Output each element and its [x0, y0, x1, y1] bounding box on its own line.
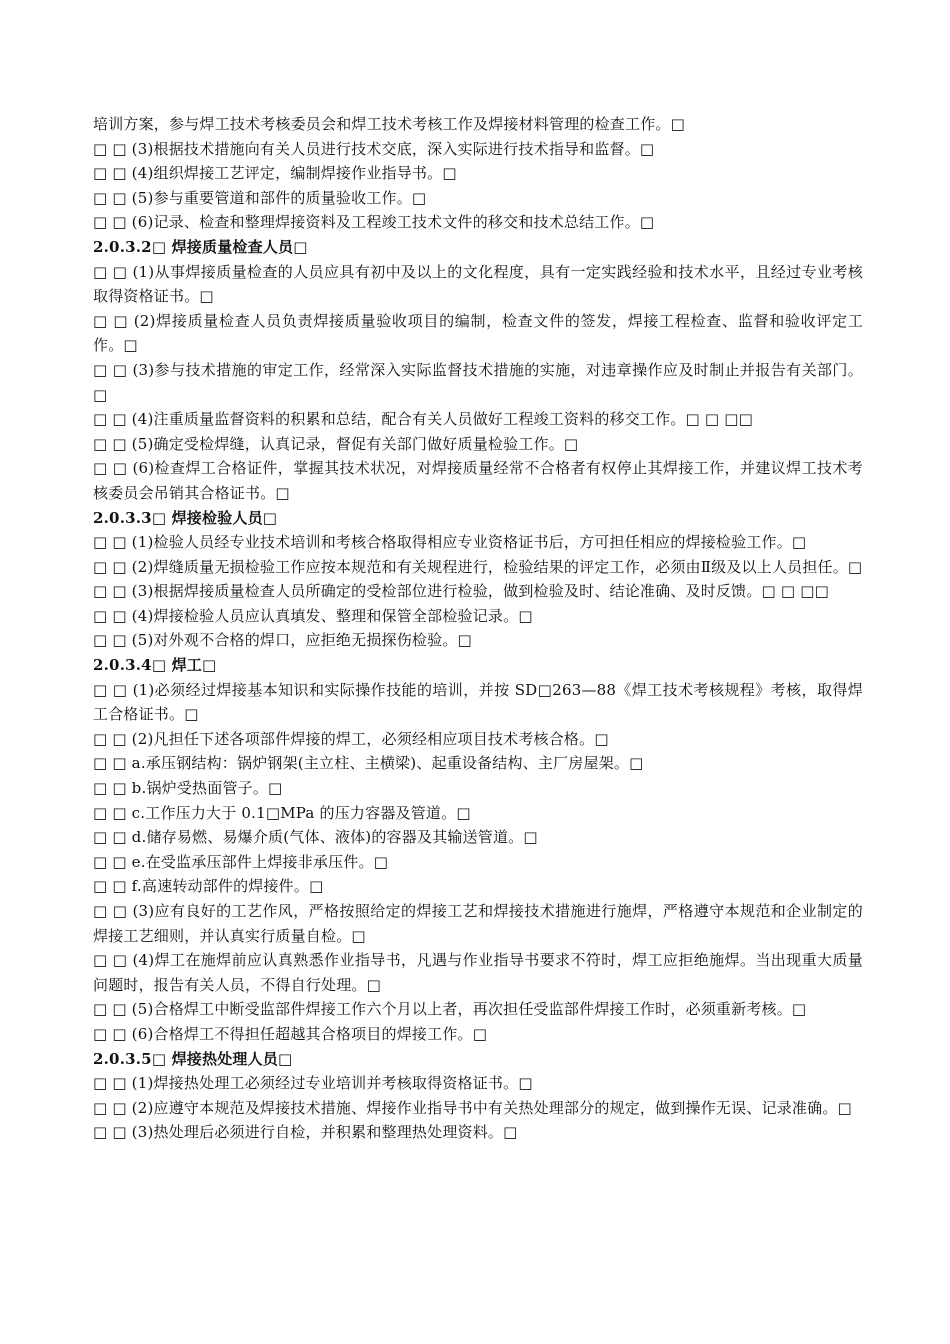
- section-heading: 2.0.3.3□ 焊接检验人员□: [93, 508, 278, 527]
- paragraph: □ □ c.工作压力大于 0.1□MPa 的压力容器及管道。□: [93, 803, 471, 822]
- paragraph: 培训方案，参与焊工技术考核委员会和焊工技术考核工作及焊接材料管理的检查工作。□: [93, 115, 685, 133]
- paragraph: □ □ (4)注重质量监督资料的积累和总结，配合有关人员做好工程竣工资料的移交工作。□ □ □□: [93, 410, 753, 429]
- paragraph: □ □ (4)焊工在施焊前应认真熟悉作业指导书，凡遇与作业指导书要求不符时，焊工应拒绝施焊。当出现重大质量问题时，报告有关人员，不得自行处理。□: [93, 951, 863, 994]
- paragraph: □ □ (4)焊接检验人员应认真填发、整理和保管全部检验记录。□: [93, 606, 533, 625]
- paragraph: □ □ (3)应有良好的工艺作风，严格按照给定的焊接工艺和焊接技术措施进行施焊，严格遵守本规范和企业制定的焊接工艺细则，并认真实行质量自检。□: [93, 902, 863, 945]
- paragraph: □ □ (3)热处理后必须进行自检，并积累和整理热处理资料。□: [93, 1123, 518, 1142]
- section-heading: 2.0.3.2□ 焊接质量检查人员□: [93, 237, 308, 256]
- paragraph: □ □ (3)根据技术措施向有关人员进行技术交底，深入实际进行技术指导和监督。□: [93, 139, 655, 158]
- paragraph: □ □ (1)检验人员经专业技术培训和考核合格取得相应专业资格证书后，方可担任相应的焊接检验工作。□: [93, 533, 807, 552]
- paragraph: □ □ e.在受监承压部件上焊接非承压件。□: [93, 852, 389, 871]
- paragraph: □ □ (2)应遵守本规范及焊接技术措施、焊接作业指导书中有关热处理部分的规定，做到操作无误、记录准确。□: [93, 1098, 852, 1117]
- paragraph: □ □ (1)从事焊接质量检查的人员应具有初中及以上的文化程度，具有一定实践经验和技术水平，且经过专业考核取得资格证书。□: [93, 262, 863, 306]
- paragraph: □ □ a.承压钢结构：锅炉钢架(主立柱、主横梁)、起重设备结构、主厂房屋架。□: [93, 754, 644, 773]
- paragraph: □ □ (2)凡担任下述各项部件焊接的焊工，必须经相应项目技术考核合格。□: [93, 729, 609, 748]
- paragraph: □ □ (3)根据焊接质量检查人员所确定的受检部位进行检验，做到检验及时、结论准确、及时反馈。□ □ □□: [93, 582, 829, 601]
- paragraph: □ □ d.储存易燃、易爆介质(气体、液体)的容器及其输送管道。□: [93, 828, 538, 847]
- paragraph: □ □ (4)组织焊接工艺评定，编制焊接作业指导书。□: [93, 164, 457, 183]
- paragraph: □ □ f.高速转动部件的焊接件。□: [93, 877, 324, 896]
- paragraph: □ □ (1)必须经过焊接基本知识和实际操作技能的培训，并按 SD□263—88《焊工技术考核规程》考核，取得焊工合格证书。□: [93, 680, 863, 724]
- paragraph: □ □ (6)合格焊工不得担任超越其合格项目的焊接工作。□: [93, 1024, 488, 1043]
- section-heading: 2.0.3.5□ 焊接热处理人员□: [93, 1049, 293, 1068]
- paragraph: □ □ (2)焊接质量检查人员负责焊接质量验收项目的编制，检查文件的签发，焊接工程检查、监督和验收评定工作。□: [93, 311, 863, 355]
- paragraph: □ □ (6)记录、检查和整理焊接资料及工程竣工技术文件的移交和技术总结工作。□: [93, 213, 655, 232]
- paragraph: □ □ (1)焊接热处理工必须经过专业培训并考核取得资格证书。□: [93, 1074, 533, 1093]
- paragraph: □ □ b.锅炉受热面管子。□: [93, 779, 283, 798]
- paragraph: □ □ (3)参与技术措施的审定工作，经常深入实际监督技术措施的实施，对违章操作应及时制止并报告有关部门。□: [93, 360, 863, 404]
- paragraph: □ □ (5)对外观不合格的焊口，应拒绝无损探伤检验。□: [93, 631, 472, 650]
- section-heading: 2.0.3.4□ 焊工□: [93, 656, 217, 675]
- paragraph: □ □ (2)焊缝质量无损检验工作应按本规范和有关规程进行，检验结果的评定工作，必须由Ⅱ级及以上人员担任。□: [93, 557, 863, 576]
- paragraph: □ □ (5)确定受检焊缝，认真记录，督促有关部门做好质量检验工作。□: [93, 434, 579, 453]
- paragraph: □ □ (6)检查焊工合格证件，掌握其技术状况，对焊接质量经常不合格者有权停止其焊接工作，并建议焊工技术考核委员会吊销其合格证书。□: [93, 459, 863, 502]
- paragraph: □ □ (5)参与重要管道和部件的质量验收工作。□: [93, 188, 427, 207]
- document-body: [93, 112, 863, 1145]
- paragraph: □ □ (5)合格焊工中断受监部件焊接工作六个月以上者，再次担任受监部件焊接工作时，必须重新考核。□: [93, 1000, 807, 1019]
